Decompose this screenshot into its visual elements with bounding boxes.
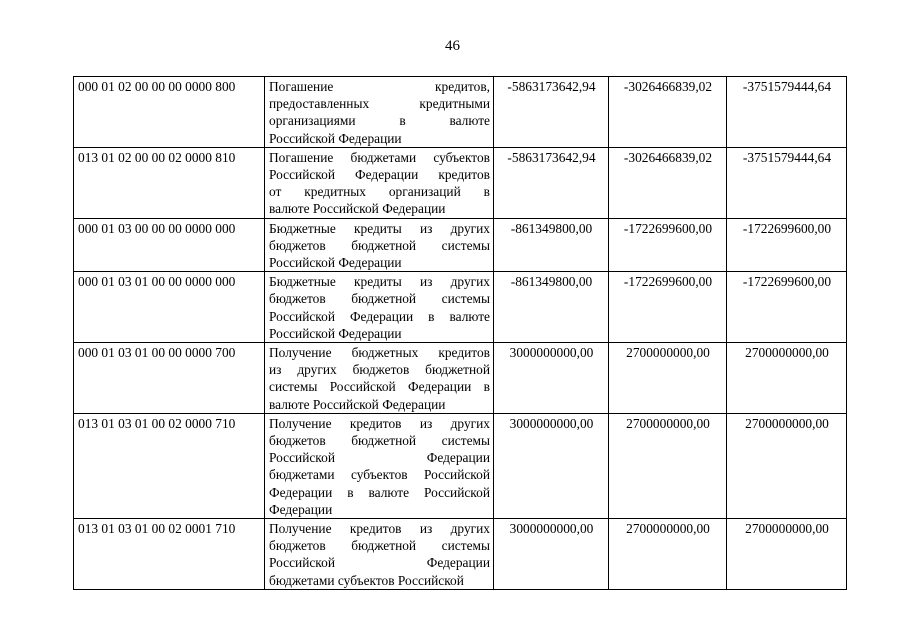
amount-year-3: 2700000000,00 (727, 343, 847, 414)
table-row (74, 147, 847, 218)
source-name-line: Российской Федерации кредитов (269, 167, 490, 183)
source-name-line: Российской Федерации в валюте (269, 308, 490, 324)
amount-year-2: -3026466839,02 (609, 77, 727, 148)
amount-year-1: -5863173642,94 (494, 147, 609, 218)
amount-year-3: -3751579444,64 (727, 147, 847, 218)
source-name-line: бюджетов бюджетной системы (269, 237, 490, 253)
source-name-line: бюджетами субъектов Российской (269, 572, 464, 588)
source-name-line: Федерации в валюте Российской (269, 484, 490, 500)
amount-year-2: 2700000000,00 (609, 519, 727, 590)
source-name-line: валюте Российской Федерации (269, 396, 446, 412)
source-name (265, 413, 494, 518)
source-name-line: Получение бюджетных кредитов (269, 345, 490, 361)
source-name (265, 343, 494, 414)
amount-year-1: 3000000000,00 (494, 519, 609, 590)
amount-year-1: -861349800,00 (494, 218, 609, 272)
source-name-line: бюджетов бюджетной системы (269, 291, 490, 307)
amount-year-3: 2700000000,00 (727, 413, 847, 518)
amount-year-2: -1722699600,00 (609, 272, 727, 343)
budget-classification-code: 013 01 03 01 00 02 0001 710 (74, 519, 265, 590)
table-row (74, 343, 847, 414)
source-name (265, 77, 494, 148)
source-name-line: Российской Федерации (269, 555, 490, 571)
source-name-line: Погашение бюджетами субъектов (269, 149, 490, 165)
source-name-line: от кредитных организаций в (269, 184, 490, 200)
budget-classification-code: 000 01 02 00 00 00 0000 800 (74, 77, 265, 148)
amount-year-3: -3751579444,64 (727, 77, 847, 148)
table-body (74, 77, 847, 590)
source-name-line: бюджетами субъектов Российской (269, 467, 490, 483)
source-name-line: Российской Федерации (269, 450, 490, 466)
table-row (74, 519, 847, 590)
source-name (265, 218, 494, 272)
source-name (265, 272, 494, 343)
amount-year-1: 3000000000,00 (494, 343, 609, 414)
budget-sources-table (73, 76, 847, 590)
source-name-line: Получение кредитов из других (269, 415, 490, 431)
source-name-line: Российской Федерации (269, 255, 402, 271)
amount-year-2: 2700000000,00 (609, 413, 727, 518)
source-name-line: организациями в валюте (269, 113, 490, 129)
source-name-line: валюте Российской Федерации (269, 201, 446, 217)
source-name-line: бюджетов бюджетной системы (269, 538, 490, 554)
budget-classification-code: 000 01 03 01 00 00 0000 700 (74, 343, 265, 414)
table-row (74, 77, 847, 148)
source-name-line: Федерации (269, 501, 333, 517)
source-name-line: системы Российской Федерации в (269, 379, 490, 395)
amount-year-1: -861349800,00 (494, 272, 609, 343)
amount-year-1: 3000000000,00 (494, 413, 609, 518)
source-name-line: Российской Федерации (269, 325, 402, 341)
source-name-line: бюджетов бюджетной системы (269, 433, 490, 449)
budget-classification-code: 000 01 03 00 00 00 0000 000 (74, 218, 265, 272)
source-name (265, 147, 494, 218)
source-name-line: Бюджетные кредиты из других (269, 274, 490, 290)
table-row (74, 218, 847, 272)
budget-classification-code: 013 01 02 00 00 02 0000 810 (74, 147, 265, 218)
source-name-line: Бюджетные кредиты из других (269, 220, 490, 236)
source-name-line: Получение кредитов из других (269, 521, 490, 537)
source-name (265, 519, 494, 590)
source-name-line: предоставленных кредитными (269, 96, 490, 112)
amount-year-3: -1722699600,00 (727, 218, 847, 272)
budget-classification-code: 000 01 03 01 00 00 0000 000 (74, 272, 265, 343)
amount-year-2: -1722699600,00 (609, 218, 727, 272)
amount-year-2: -3026466839,02 (609, 147, 727, 218)
source-name-line: Погашение кредитов, (269, 79, 490, 94)
table-row (74, 272, 847, 343)
amount-year-1: -5863173642,94 (494, 77, 609, 148)
amount-year-2: 2700000000,00 (609, 343, 727, 414)
source-name-line: Российской Федерации (269, 130, 402, 146)
amount-year-3: 2700000000,00 (727, 519, 847, 590)
table-row (74, 413, 847, 518)
source-name-line: из других бюджетов бюджетной (269, 362, 490, 378)
budget-classification-code: 013 01 03 01 00 02 0000 710 (74, 413, 265, 518)
amount-year-3: -1722699600,00 (727, 272, 847, 343)
page-number: 46 (445, 38, 460, 54)
